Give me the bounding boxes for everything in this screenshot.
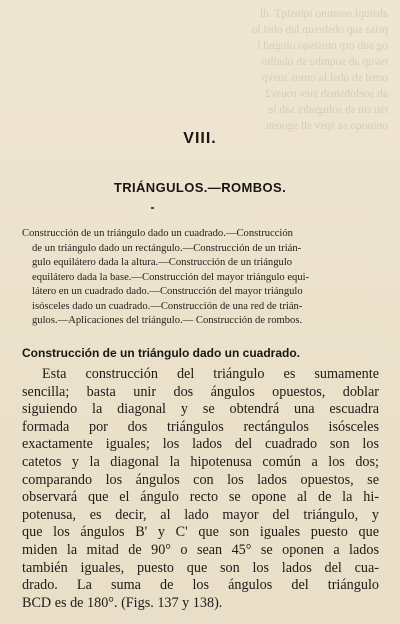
bleed-line: oninoqo sa spsv sil sgoosn xyxy=(265,120,388,132)
body-line: BCD es de 180°. (Figs. 137 y 138). xyxy=(22,594,223,611)
bleed-line: rsvup ab soqmbu sb oladlio xyxy=(261,56,388,68)
chapter-number: VIII. xyxy=(183,130,217,147)
summary-line: equilátero dada la base.—Construcción del mayor triángulo equi- xyxy=(32,271,310,283)
bleed-line: ahsiupl osssnno iqinsiqT .dl xyxy=(259,8,388,20)
summary-line: gulos.—Aplicaciones del triángulo.— Construcción de rombos. xyxy=(32,315,303,326)
bleed-through-text xyxy=(58,6,388,132)
summary-line: látero en un cuadrado dado.—Construcción del mayor triángulo xyxy=(32,286,303,297)
body-line: catetos y la diagonal la hipotenusa común a los dos; xyxy=(22,453,379,470)
body-line: drado. La suma de los ángulos del triángulo xyxy=(22,577,379,594)
ornament-dot xyxy=(151,207,154,209)
summary-line: gulo equilátero dada la altura.—Construcción de un triángulo xyxy=(32,257,293,268)
section-heading: Construcción de un triángulo dado un cuadrado. xyxy=(22,346,301,360)
body-line: que los ángulos B' y C' que son iguales puesto que xyxy=(22,524,379,541)
body-line: sencilla; basta unir dos ángulos opuestos, doblar xyxy=(22,383,379,400)
body-line: potenusa, es decir, al lado mayor del triángulo, y xyxy=(22,506,379,523)
bleed-line: rsu rin sb solugndrs sab le xyxy=(268,104,388,116)
body-line: Esta construcción del triángulo es sumamente xyxy=(42,366,379,382)
body-paragraph xyxy=(22,366,379,612)
body-line: observará que el ángulo recto se opone al de la hi- xyxy=(22,489,379,506)
chapter-summary xyxy=(22,227,378,329)
bleed-line: og sub orp otnsisqo olugnd l xyxy=(257,40,388,52)
chapter-title: TRIÁNGULOS.—ROMBOS. xyxy=(113,180,287,195)
bleed-line: prisa sup obsbrsup lab obsl lo xyxy=(251,24,388,36)
summary-line: isósceles dado un cuadrado.—Construcción de una red de trián- xyxy=(32,300,303,312)
body-line: siguiendo la diagonal y se obtendrá una escuadra xyxy=(22,401,379,418)
summary-line: Construcción de un triángulo dado un cuadrado.—Construcción xyxy=(22,228,293,239)
body-line: comparando los ángulos con los lados opuestos, se xyxy=(22,471,379,488)
summary-line: de un triángulo dado un rectángulo.—Construcción de un trián- xyxy=(32,242,302,254)
body-line: también iguales, puesto que son los lados del cua- xyxy=(22,559,379,576)
body-line: formada por dos triángulos rectángulos isósceles xyxy=(22,418,379,435)
body-line: exactamente iguales; los lados del cuadrado son los xyxy=(22,436,379,453)
bleed-line: ab soelobsmsb siev rousv2 xyxy=(265,88,388,100)
body-line: miden la mitad de 90° o sean 45° se oponen a lados xyxy=(22,541,379,558)
bleed-line: ornsl sb obsl la omos susvp xyxy=(261,72,388,84)
